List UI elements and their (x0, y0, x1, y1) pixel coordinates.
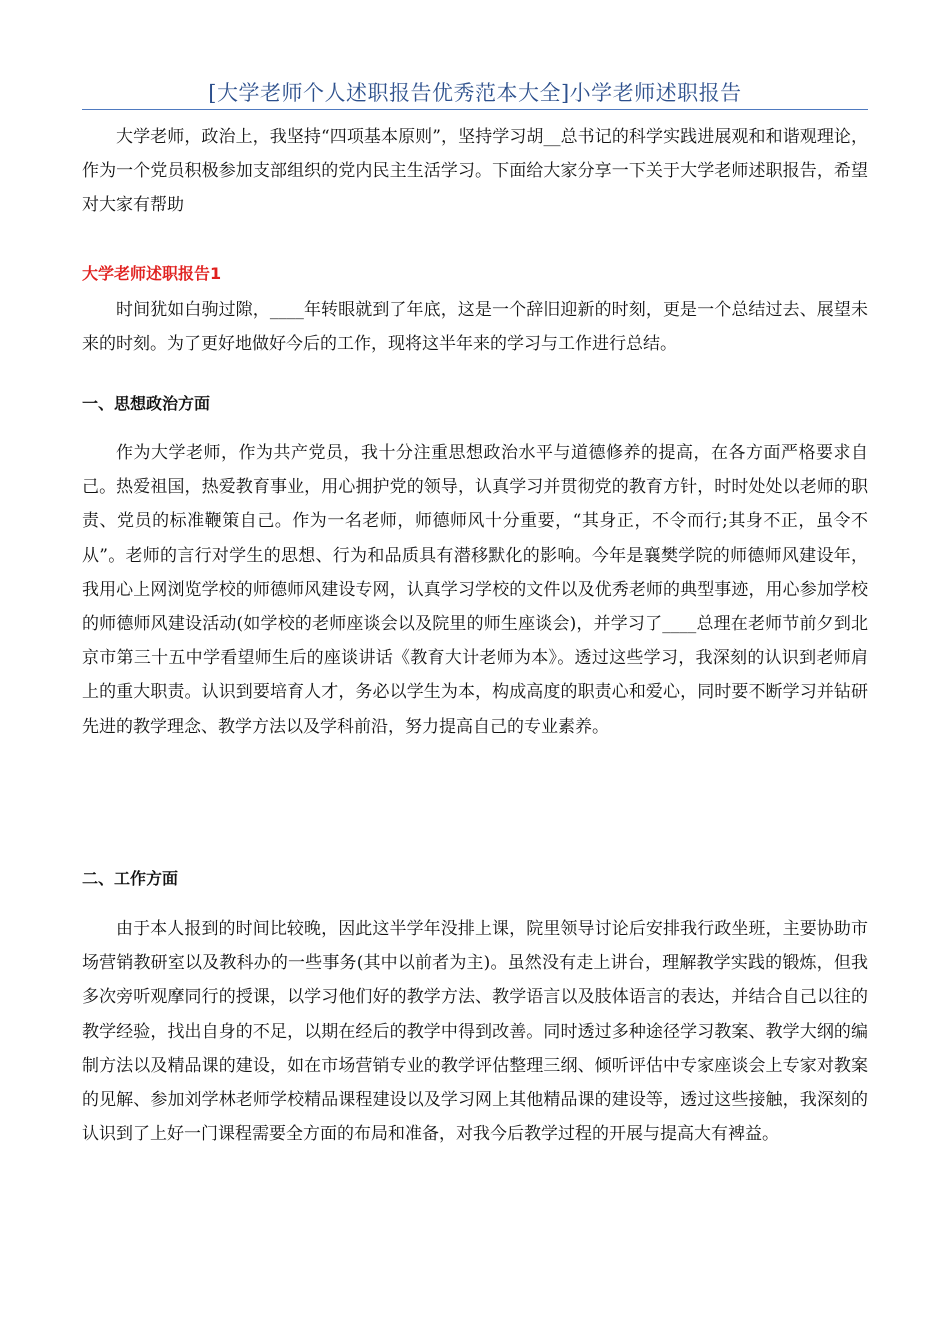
section-heading-work: 二、工作方面 (82, 869, 179, 888)
report-heading: 大学老师述职报告1 (82, 264, 222, 283)
document-title: [大学老师个人述职报告优秀范本大全]小学老师述职报告 (208, 81, 742, 105)
title-underline-divider (82, 109, 868, 110)
section-work-paragraph: 由于本人报到的时间比较晚，因此这半学年没排上课，院里领导讨论后安排我行政坐班，主要协助市场营销教研室以及教科办的一些事务(其中以前者为主)。虽然没有走上讲台，理解教学实践的锻炼，但我多次旁听观摩同行的授课，以学习他们好的教学方法、教学语言以及肢体语言的表达，并结合自己以往的教学经验，找出自身的不足，以期在经后的教学中得到改善。同时透过多种途径学习教案、教学大纲的编制方法以及精品课的建设，如在市场营销专业的教学评估整理三纲、倾听评估中专家座谈会上专家对教案的见解、参加刘学林老师学校精品课程建设以及学习网上其他精品课的建设等，透过这些接触，我深刻的认识到了上好一门课程需要全方面的布局和准备，对我今后教学过程的开展与提高大有裨益。 (82, 919, 868, 1145)
report-opening-paragraph: 时间犹如白驹过隙，____年转眼就到了年底，这是一个辞旧迎新的时刻，更是一个总结过去、展望未来的时刻。为了更好地做好今后的工作，现将这半年来的学习与工作进行总结。 (82, 300, 868, 355)
intro-paragraph: 大学老师，政治上，我坚持“四项基本原则”，坚持学习胡__总书记的科学实践进展观和和谐观理论，作为一个党员积极参加支部组织的党内民主生活学习。下面给大家分享一下关于大学老师述职报告，希望对大家有帮助 (82, 127, 868, 216)
section-political-paragraph: 作为大学老师，作为共产党员，我十分注重思想政治水平与道德修养的提高，在各方面严格要求自己。热爱祖国，热爱教育事业，用心拥护党的领导，认真学习并贯彻党的教育方针，时时处处以老师的职责、党员的标准鞭策自己。作为一名老师，师德师风十分重要，“其身正，不令而行;其身不正，虽令不从”。老师的言行对学生的思想、行为和品质具有潜移默化的影响。今年是襄樊学院的师德师风建设年，我用心上网浏览学校的师德师风建设专网，认真学习学校的文件以及优秀老师的典型事迹，用心参加学校的师德师风建设活动(如学校的老师座谈会以及院里的师生座谈会)，并学习了____总理在老师节前夕到北京市第三十五中学看望师生后的座谈讲话《教育大计老师为本》。透过这些学习，我深刻的认识到老师肩上的重大职责。认识到要培育人才，务必以学生为本，构成高度的职责心和爱心，同时要不断学习并钻研先进的教学理念、教学方法以及学科前沿，努力提高自己的专业素养。 (82, 443, 868, 737)
section-heading-political: 一、思想政治方面 (82, 394, 211, 413)
